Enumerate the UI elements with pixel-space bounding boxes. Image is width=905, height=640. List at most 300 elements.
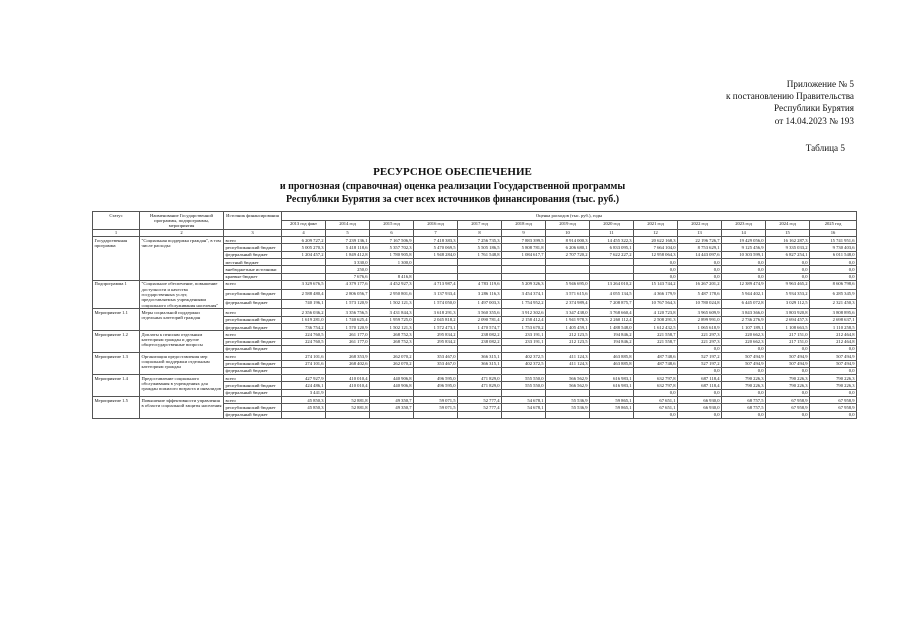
row-value: 555 550,0	[502, 382, 546, 389]
table-row	[93, 280, 857, 289]
row-value: 0,0	[766, 367, 810, 374]
row-value: 790 226,3	[766, 375, 810, 382]
header-year: 2022 год	[678, 220, 722, 229]
row-value: 0,0	[678, 345, 722, 352]
row-value: 410 010,4	[326, 375, 370, 382]
header-estimate: Оценка расходов (тыс. руб.), годы	[282, 212, 857, 221]
row-value: 262 070,2	[370, 360, 414, 367]
row-value: 1 572 473,1	[414, 324, 458, 331]
row-value: 0,0	[722, 367, 766, 374]
row-value: 54 678,1	[502, 397, 546, 404]
row-value: 496 595,0	[414, 375, 458, 382]
row-value: 0,0	[634, 259, 678, 266]
row-value: 616 983,1	[590, 382, 634, 389]
row-source: республиканский бюджет	[224, 244, 282, 251]
row-source: республиканский бюджет	[224, 290, 282, 299]
row-value	[502, 273, 546, 280]
row-value: 12 389 474,9	[722, 280, 766, 289]
row-value: 59 865,1	[590, 404, 634, 411]
row-value: 0,0	[722, 266, 766, 273]
row-value: 0,0	[810, 411, 857, 418]
row-value	[546, 389, 590, 396]
row-value: 5 934 353,2	[766, 290, 810, 299]
row-value: 295 834,2	[414, 338, 458, 345]
row-value: 55 536,9	[546, 404, 590, 411]
row-value: 410 010,4	[326, 382, 370, 389]
column-index: 14	[722, 229, 766, 236]
annex-note	[600, 78, 854, 127]
row-value: 1 405 459,1	[546, 324, 590, 331]
row-value: 233 191,1	[502, 331, 546, 338]
row-value: 1 740 625,4	[326, 316, 370, 323]
row-value: 274 101,6	[282, 353, 326, 360]
row-value	[458, 389, 502, 396]
row-value: 0,0	[766, 266, 810, 273]
row-value: 3 618 291,3	[414, 309, 458, 316]
row-value: 555 550,0	[502, 375, 546, 382]
row-value: 6 827 254,1	[766, 251, 810, 258]
row-value: 10 303 599,1	[722, 251, 766, 258]
row-value: 402 372,5	[502, 353, 546, 360]
row-value: 212 123,5	[546, 338, 590, 345]
row-value: 0,0	[766, 411, 810, 418]
row-value: 8 416,8	[370, 273, 414, 280]
header-year: 2016 год	[414, 220, 458, 229]
row-value: 0,0	[634, 389, 678, 396]
row-value: 0,0	[810, 389, 857, 396]
row-value: 616 983,1	[590, 375, 634, 382]
row-value: 5 944 402,1	[722, 290, 766, 299]
row-value: 1 753 670,2	[502, 324, 546, 331]
row-value: 5 946 695,0	[546, 280, 590, 289]
row-value: 507 494,9	[722, 353, 766, 360]
annex-line: от 14.04.2023 № 193	[774, 115, 854, 126]
row-value: 7 418 383,3	[414, 237, 458, 244]
row-value: 220 662,3	[722, 338, 766, 345]
row-value: 527 197,2	[678, 353, 722, 360]
header-year: 2024 год	[766, 220, 810, 229]
row-value: 3 137 933,4	[414, 290, 458, 299]
row-value: 0,0	[766, 345, 810, 352]
row-value	[546, 367, 590, 374]
row-value: 13 264 010,2	[590, 280, 634, 289]
row-source: всего	[224, 237, 282, 244]
row-value: 6 833 095,1	[590, 244, 634, 251]
row-value	[282, 367, 326, 374]
row-value: 790 226,3	[810, 382, 857, 389]
row-value	[590, 389, 634, 396]
row-value: 52 881,8	[326, 404, 370, 411]
row-value	[458, 266, 502, 273]
row-value: 9 730 403,6	[810, 244, 857, 251]
row-value: 6 445 072,8	[722, 299, 766, 309]
row-value	[458, 367, 502, 374]
row-value: 687 118,4	[678, 382, 722, 389]
row-value: 1 497 003,3	[458, 299, 502, 309]
row-name: Организация предоставления мер социальной поддержки отдельным категориям граждан	[140, 353, 224, 375]
row-value: 68 757,5	[722, 397, 766, 404]
row-value: 268 752,3	[370, 338, 414, 345]
column-index: 11	[590, 229, 634, 236]
row-value: 238 082,2	[458, 338, 502, 345]
row-value: 3 029 112,5	[766, 299, 810, 309]
row-value: 2 694 457,3	[766, 316, 810, 323]
row-value: 233 191,1	[502, 338, 546, 345]
row-value: 507 494,9	[766, 353, 810, 360]
row-value: 3 803 920,8	[766, 309, 810, 316]
row-value: 3 286 116,3	[458, 290, 502, 299]
row-value: 67 651,1	[634, 404, 678, 411]
row-value: 2 158 412,4	[502, 316, 546, 323]
row-source: республиканский бюджет	[224, 360, 282, 367]
row-value: 1 204 457,2	[282, 251, 326, 258]
row-value: 194 846,2	[590, 331, 634, 338]
row-value	[502, 389, 546, 396]
row-value	[326, 367, 370, 374]
row-value: 261 177,0	[326, 331, 370, 338]
row-value: 9 125 456,9	[722, 244, 766, 251]
row-value: 0,0	[678, 266, 722, 273]
row-value: 2 356 036,2	[282, 309, 326, 316]
row-value: 7 883 399,5	[502, 237, 546, 244]
row-value: 0,0	[810, 345, 857, 352]
row-value: 402 372,5	[502, 360, 546, 367]
row-value: 3 330,0	[326, 259, 370, 266]
table-row	[93, 237, 857, 244]
row-source: федеральный бюджет	[224, 389, 282, 396]
row-value: 632 797,8	[634, 375, 678, 382]
row-value: 15 741 951,6	[810, 237, 857, 244]
row-value	[502, 345, 546, 352]
row-value: 353 467,0	[414, 353, 458, 360]
row-value: 487 748,6	[634, 360, 678, 367]
row-value: 0,0	[810, 266, 857, 273]
row-value: 471 829,0	[458, 375, 502, 382]
row-status: Мероприятие 1.3	[93, 353, 140, 375]
row-value: 2 950 801,6	[370, 290, 414, 299]
row-value: 1 300,0	[370, 259, 414, 266]
row-status: Государственная программа	[93, 237, 140, 281]
row-value: 66 930,0	[678, 397, 722, 404]
row-value	[546, 259, 590, 266]
row-value: 3 356 756,5	[326, 309, 370, 316]
row-value: 0,0	[678, 367, 722, 374]
row-value	[370, 411, 414, 418]
row-value: 790 226,3	[722, 382, 766, 389]
row-value: 14 455 322,3	[590, 237, 634, 244]
row-value	[370, 367, 414, 374]
row-value: 496 595,0	[414, 382, 458, 389]
table-row	[93, 375, 857, 382]
row-value: 2 508 291,3	[634, 316, 678, 323]
row-value: 0,0	[678, 259, 722, 266]
row-value: 9 963 465,2	[766, 280, 810, 289]
row-value	[590, 345, 634, 352]
row-value: 5 505 186,5	[458, 244, 502, 251]
table-row	[93, 353, 857, 360]
row-value: 2 374 989,4	[546, 299, 590, 309]
row-value: 0,0	[722, 411, 766, 418]
row-status: Мероприятие 1.4	[93, 375, 140, 397]
row-value: 1 761 548,8	[458, 251, 502, 258]
row-value: 2 045 818,2	[414, 316, 458, 323]
row-value	[370, 266, 414, 273]
row-value: 1 502 121,3	[370, 324, 414, 331]
row-status: Мероприятие 1.5	[93, 397, 140, 419]
row-value: 5 470 069,5	[414, 244, 458, 251]
row-source: республиканский бюджет	[224, 316, 282, 323]
row-value: 217 151,0	[766, 338, 810, 345]
row-value: 2 806 056,7	[326, 290, 370, 299]
row-value	[414, 273, 458, 280]
header-row	[93, 212, 857, 221]
row-value: 440 906,8	[370, 382, 414, 389]
row-value: 262 070,2	[370, 353, 414, 360]
row-value: 217 151,0	[766, 331, 810, 338]
row-name: Доплаты к пенсиям отдельным категориям граждан и другие общегосударственные вопросы	[140, 331, 224, 353]
row-value: 4 713 987,4	[414, 280, 458, 289]
row-value	[502, 259, 546, 266]
header-source: Источник финансирования	[224, 212, 282, 230]
row-value: 2 321 450,3	[810, 299, 857, 309]
row-value: 790 226,3	[766, 382, 810, 389]
row-value: 6 209 727,2	[282, 237, 326, 244]
column-index: 16	[810, 229, 857, 236]
row-value	[458, 259, 502, 266]
row-value: 566 562,9	[546, 382, 590, 389]
row-value: 1 107 189,1	[722, 324, 766, 331]
resource-table	[92, 211, 857, 419]
row-value: 0,0	[722, 345, 766, 352]
row-value: 507 494,9	[722, 360, 766, 367]
row-value: 45 850,3	[282, 404, 326, 411]
row-value: 295 834,2	[414, 331, 458, 338]
row-value	[370, 389, 414, 396]
row-source: федеральный бюджет	[224, 299, 282, 309]
header-year: 2020 год	[590, 220, 634, 229]
row-value: 507 494,9	[766, 360, 810, 367]
row-value	[458, 411, 502, 418]
row-value: 1 849 412,8	[326, 251, 370, 258]
row-value: 238 082,2	[458, 331, 502, 338]
row-value: 5 418 118,6	[326, 244, 370, 251]
row-value: 2 707 720,2	[546, 251, 590, 258]
row-value: 261 177,0	[326, 338, 370, 345]
row-value: 3 768 660,4	[590, 309, 634, 316]
row-source: всего	[224, 353, 282, 360]
row-value: 55 536,9	[546, 397, 590, 404]
row-value: 2 899 991,0	[678, 316, 722, 323]
row-value: 632 797,8	[634, 382, 678, 389]
row-value: 0,0	[810, 273, 857, 280]
document-subtitle: Республики Бурятия за счет всех источников финансирования (тыс. руб.)	[285, 194, 620, 205]
row-value: 54 678,1	[502, 404, 546, 411]
row-value	[414, 259, 458, 266]
row-value: 2 260 112,4	[590, 316, 634, 323]
row-value: 49 350,7	[370, 397, 414, 404]
row-value: 1 619 281,0	[282, 316, 326, 323]
row-source: всего	[224, 309, 282, 316]
row-value: 6 285 345,9	[810, 290, 857, 299]
row-value: 411 124,3	[546, 353, 590, 360]
row-value: 7 622 227,2	[590, 251, 634, 258]
row-value	[326, 389, 370, 396]
row-source: федеральный бюджет	[224, 324, 282, 331]
row-value: 52 777,4	[458, 397, 502, 404]
row-value: 67 958,9	[810, 397, 857, 404]
row-name: Предоставление социального обслуживания в учреждениях для граждан пожилого возраста и инвалидов	[140, 375, 224, 397]
header-year: 2023 год	[722, 220, 766, 229]
row-value: 0,0	[678, 273, 722, 280]
row-status: Мероприятие 1.2	[93, 331, 140, 353]
row-value: 5 808 781,8	[502, 244, 546, 251]
row-value	[502, 266, 546, 273]
row-value: 8 606 798,6	[810, 280, 857, 289]
row-value	[634, 345, 678, 352]
row-value: 7 676,6	[326, 273, 370, 280]
column-index: 1	[93, 229, 140, 236]
row-value: 52 881,8	[326, 397, 370, 404]
row-value: 16 162 287,3	[766, 237, 810, 244]
row-value: 4 783 119,6	[458, 280, 502, 289]
row-source: республиканский бюджет	[224, 404, 282, 411]
row-name: "Социальное обеспечение, повышение доступности и качества государственных услуг, предоставляемых учреждениями социального обслуживания населения"	[140, 280, 224, 308]
row-value	[502, 411, 546, 418]
column-index: 7	[414, 229, 458, 236]
row-value: 221 558,7	[634, 331, 678, 338]
column-index: 5	[326, 229, 370, 236]
row-value: 1 959 725,0	[370, 316, 414, 323]
column-index: 3	[224, 229, 282, 236]
row-value: 0,0	[810, 367, 857, 374]
annex-line: Республики Бурятия	[773, 103, 854, 114]
row-value: 2 588 480,4	[282, 290, 326, 299]
table-row	[93, 397, 857, 404]
column-index: 6	[370, 229, 414, 236]
column-index-row	[93, 229, 857, 236]
row-value: 3 441,9	[282, 389, 326, 396]
row-value: 487 748,6	[634, 353, 678, 360]
row-source: республиканский бюджет	[224, 382, 282, 389]
row-value: 19 429 056,0	[722, 237, 766, 244]
row-value: 1 573 120,9	[326, 299, 370, 309]
row-value	[634, 367, 678, 374]
row-value: 0,0	[722, 259, 766, 266]
row-value: 1 470 574,7	[458, 324, 502, 331]
row-value	[282, 259, 326, 266]
column-index: 9	[502, 229, 546, 236]
row-value: 566 562,9	[546, 375, 590, 382]
row-value: 0,0	[766, 273, 810, 280]
header-year: 2017 год	[458, 220, 502, 229]
row-value: 10 780 024,8	[678, 299, 722, 309]
column-index: 15	[766, 229, 810, 236]
table-row	[93, 331, 857, 338]
row-value: 5 005 270,3	[282, 244, 326, 251]
row-value: 1 574 050,0	[414, 299, 458, 309]
row-value: 22 196 726,7	[678, 237, 722, 244]
row-value: 3 329 676,5	[282, 280, 326, 289]
row-value	[546, 273, 590, 280]
column-index: 13	[678, 229, 722, 236]
row-value: 1 084 617,7	[502, 251, 546, 258]
row-value: 67 958,9	[810, 404, 857, 411]
row-value: 0,0	[634, 266, 678, 273]
row-value: 7 239 136,1	[326, 237, 370, 244]
row-value: 0,0	[766, 259, 810, 266]
row-value: 1 612 432,5	[634, 324, 678, 331]
row-value: 4 120 723,8	[634, 309, 678, 316]
row-value: 507 494,9	[810, 353, 857, 360]
row-value: 67 651,1	[634, 397, 678, 404]
row-value: 1 754 952,2	[502, 299, 546, 309]
row-value: 221 297,3	[678, 338, 722, 345]
row-value: 3 454 374,1	[502, 290, 546, 299]
row-value	[282, 266, 326, 273]
row-value: 3 912 302,6	[502, 309, 546, 316]
header-year: 2014 год	[326, 220, 370, 229]
row-value: 6 011 548,0	[810, 251, 857, 258]
row-value: 7 256 735,3	[458, 237, 502, 244]
column-index: 4	[282, 229, 326, 236]
row-value: 59 071,5	[414, 404, 458, 411]
row-source: всего	[224, 331, 282, 338]
row-status: Подпрограмма 1	[93, 280, 140, 308]
row-value: 6 206 680,1	[546, 244, 590, 251]
row-value: 463 885,8	[590, 353, 634, 360]
row-value: 250,0	[326, 266, 370, 273]
row-source: внебюджетные источники	[224, 266, 282, 273]
annex-line: к постановлению Правительства	[726, 91, 854, 102]
row-value: 66 930,0	[678, 404, 722, 411]
row-value: 411 124,3	[546, 360, 590, 367]
row-value: 67 958,9	[766, 397, 810, 404]
row-value: 424 486,1	[282, 382, 326, 389]
row-value: 3 843 366,0	[722, 309, 766, 316]
row-value: 20 622 168,3	[634, 237, 678, 244]
row-value: 440 906,8	[370, 375, 414, 382]
row-value	[458, 273, 502, 280]
row-value: 3 965 609,9	[678, 309, 722, 316]
row-value: 220 662,3	[722, 331, 766, 338]
row-value	[590, 259, 634, 266]
row-value	[326, 411, 370, 418]
column-index: 12	[634, 229, 678, 236]
row-value: 1 488 548,0	[590, 324, 634, 331]
column-index: 8	[458, 229, 502, 236]
row-value: 3 431 844,3	[370, 309, 414, 316]
row-value	[414, 345, 458, 352]
row-value: 463 885,8	[590, 360, 634, 367]
row-value: 68 757,5	[722, 404, 766, 411]
header-year: 2018 год	[502, 220, 546, 229]
column-index: 2	[140, 229, 224, 236]
row-source: местный бюджет	[224, 259, 282, 266]
row-value	[282, 345, 326, 352]
row-value: 52 777,4	[458, 404, 502, 411]
row-value: 1 941 978,3	[546, 316, 590, 323]
row-value: 9 335 033,2	[766, 244, 810, 251]
row-value: 507 494,9	[810, 360, 857, 367]
row-name: Меры социальной поддержки отдельных категорий граждан	[140, 309, 224, 331]
header-status: Статус	[93, 212, 140, 230]
row-name: Повышение эффективности управления в области социальной защиты населения	[140, 397, 224, 419]
header-year: 2019 год	[546, 220, 590, 229]
row-value	[414, 389, 458, 396]
row-value: 212 123,5	[546, 331, 590, 338]
row-value: 366 315,1	[458, 353, 502, 360]
row-source: всего	[224, 397, 282, 404]
